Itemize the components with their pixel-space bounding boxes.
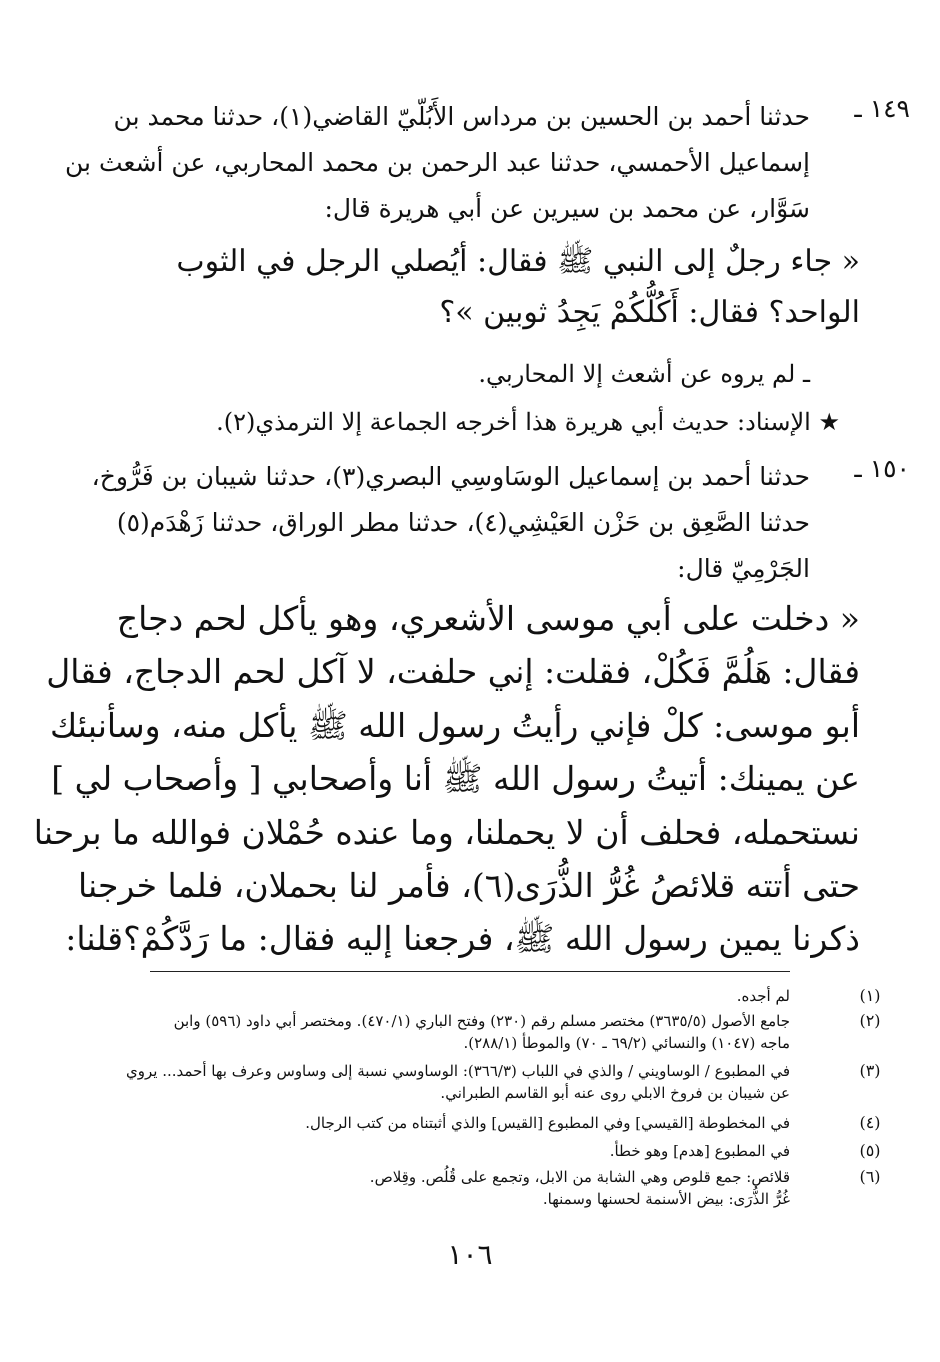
isnad-line: حدثنا أحمد بن الحسين بن مرداس الأَبُلّيّ القاضي(١)، حدثنا محمد بن — [113, 102, 810, 131]
footnote-3 — [90, 1060, 881, 1104]
footnotes — [90, 985, 881, 1210]
isnad-line: إسماعيل الأحمسي، حدثنا عبد الرحمن بن محمد المحاربي، عن أشعث بن — [65, 148, 810, 177]
matn-line: « دخلت على أبي موسى الأشعري، وهو يأكل لحم دجاج — [116, 599, 860, 638]
page-number: ١٠٦ — [447, 1238, 493, 1271]
footnote-number: (١) — [859, 986, 881, 1005]
footnote-number: (٥) — [859, 1141, 881, 1160]
footnote-text: قلائص: جمع قلوص وهي الشابة من الابل، وتجمع على قُلُص. وقِلاص. — [369, 1168, 790, 1186]
matn-line: أبو موسى: كلْ فإني رأيتُ رسول الله ﷺ يأكل منه، وسأنبئك — [50, 705, 860, 745]
matn-line: عن يمينك: أتيتُ رسول الله ﷺ أنا وأصحابي [ وأصحاب لي ] — [51, 759, 860, 799]
footnote-text: جامع الأصول (٣٦٣٥/٥) مختصر مسلم رقم (٢٣٠) وفتح الباري (٤٧٠/١). ومختصر أبي داود (٥٩٦) وابن — [173, 1012, 790, 1030]
isnad-line: الجَرْمِيّ قال: — [677, 554, 810, 583]
matn-line: ذكرنا يمين رسول الله ﷺ، فرجعنا إليه فقال: ما رَدَّكُمْ؟قلنا: — [65, 919, 860, 959]
isnad-line: حدثنا الصَّعِق بن حَزْن العَيْشِي(٤)، حدثنا مطر الوراق، حدثنا زَهْدَم(٥) — [116, 508, 810, 537]
hadith-150 — [91, 454, 910, 592]
isnad-note — [100, 402, 840, 442]
footnote-text: في المطبوع [هدم] وهو خطأ. — [609, 1142, 790, 1160]
isnad-line: سَوَّار، عن محمد بن سيرين عن أبي هريرة قال: — [324, 194, 810, 223]
note-line: ـ لم يروه عن أشعث إلا المحاربي. — [478, 360, 810, 388]
matn-line: حتى أتته قلائصُ غُرُّ الذُّرَى(٦)، فأمر لنا بحملان، فلما خرجنا — [77, 866, 860, 906]
isnad-note-line: ★ الإسناد: حديث أبي هريرة هذا أخرجه الجماعة إلا الترمذي(٢). — [216, 408, 840, 436]
footnote-text: في المطبوع / الوساويني / والذي في اللباب (٣٦٦/٣): الوساوسي نسبة إلى وساوس وعرف بها أحمد... يروي — [126, 1062, 790, 1080]
footnote-4 — [90, 1112, 881, 1134]
narration-note — [110, 354, 810, 394]
footnote-separator — [150, 971, 790, 972]
matn-line: « جاء رجلٌ إلى النبي ﷺ فقال: أيُصلي الرجل في الثوب — [176, 244, 860, 279]
footnote-text: غُرُّ الذُّرَى: بيض الأسنمة لحسنها وسمنها. — [542, 1190, 790, 1208]
isnad-line: حدثنا أحمد بن إسماعيل الوسَاوسِي البصري(٣)، حدثنا شيبان بن فَرُّوخ، — [91, 462, 810, 491]
hadith-149 — [65, 94, 910, 232]
footnote-number: (٢) — [859, 1011, 881, 1030]
hadith-number: ١٥٠ ـ — [854, 454, 910, 483]
matn-149 — [100, 236, 860, 338]
footnote-text: ماجه (١٠٤٧) والنسائي (٦٩/٢ ـ ٧٠) والموطأ (٢٨٨/١). — [463, 1034, 790, 1052]
footnote-1 — [90, 985, 881, 1007]
footnote-number: (٦) — [859, 1167, 881, 1186]
footnote-text: لم أجده. — [736, 987, 790, 1005]
matn-150 — [33, 592, 860, 966]
footnote-text: عن شيبان بن فروخ الابلي روى عنه أبو القاسم الطبراني. — [440, 1084, 790, 1102]
matn-line: نستحمله، فحلف أن لا يحملنا، وما عنده حُمْلان فوالله ما برحنا — [33, 812, 860, 852]
footnote-number: (٤) — [859, 1113, 881, 1132]
footnote-text: في المخطوطة [القيسي] وفي المطبوع [القيس] والذي أثبتناه من كتب الرجال. — [305, 1114, 790, 1132]
footnote-5 — [90, 1140, 881, 1162]
footnote-2 — [90, 1010, 881, 1054]
footnote-number: (٣) — [859, 1061, 881, 1080]
footnote-6 — [90, 1166, 881, 1210]
matn-line: الواحد؟ فقال: أَكُلُّكُمْ يَجِدُ ثوبين »؟ — [439, 295, 860, 330]
matn-line: فقال: هَلُمَّ فَكُلْ، فقلت: إني حلفت، لا آكل لحم الدجاج، فقال — [46, 652, 860, 692]
hadith-number: ١٤٩ ـ — [854, 94, 910, 123]
